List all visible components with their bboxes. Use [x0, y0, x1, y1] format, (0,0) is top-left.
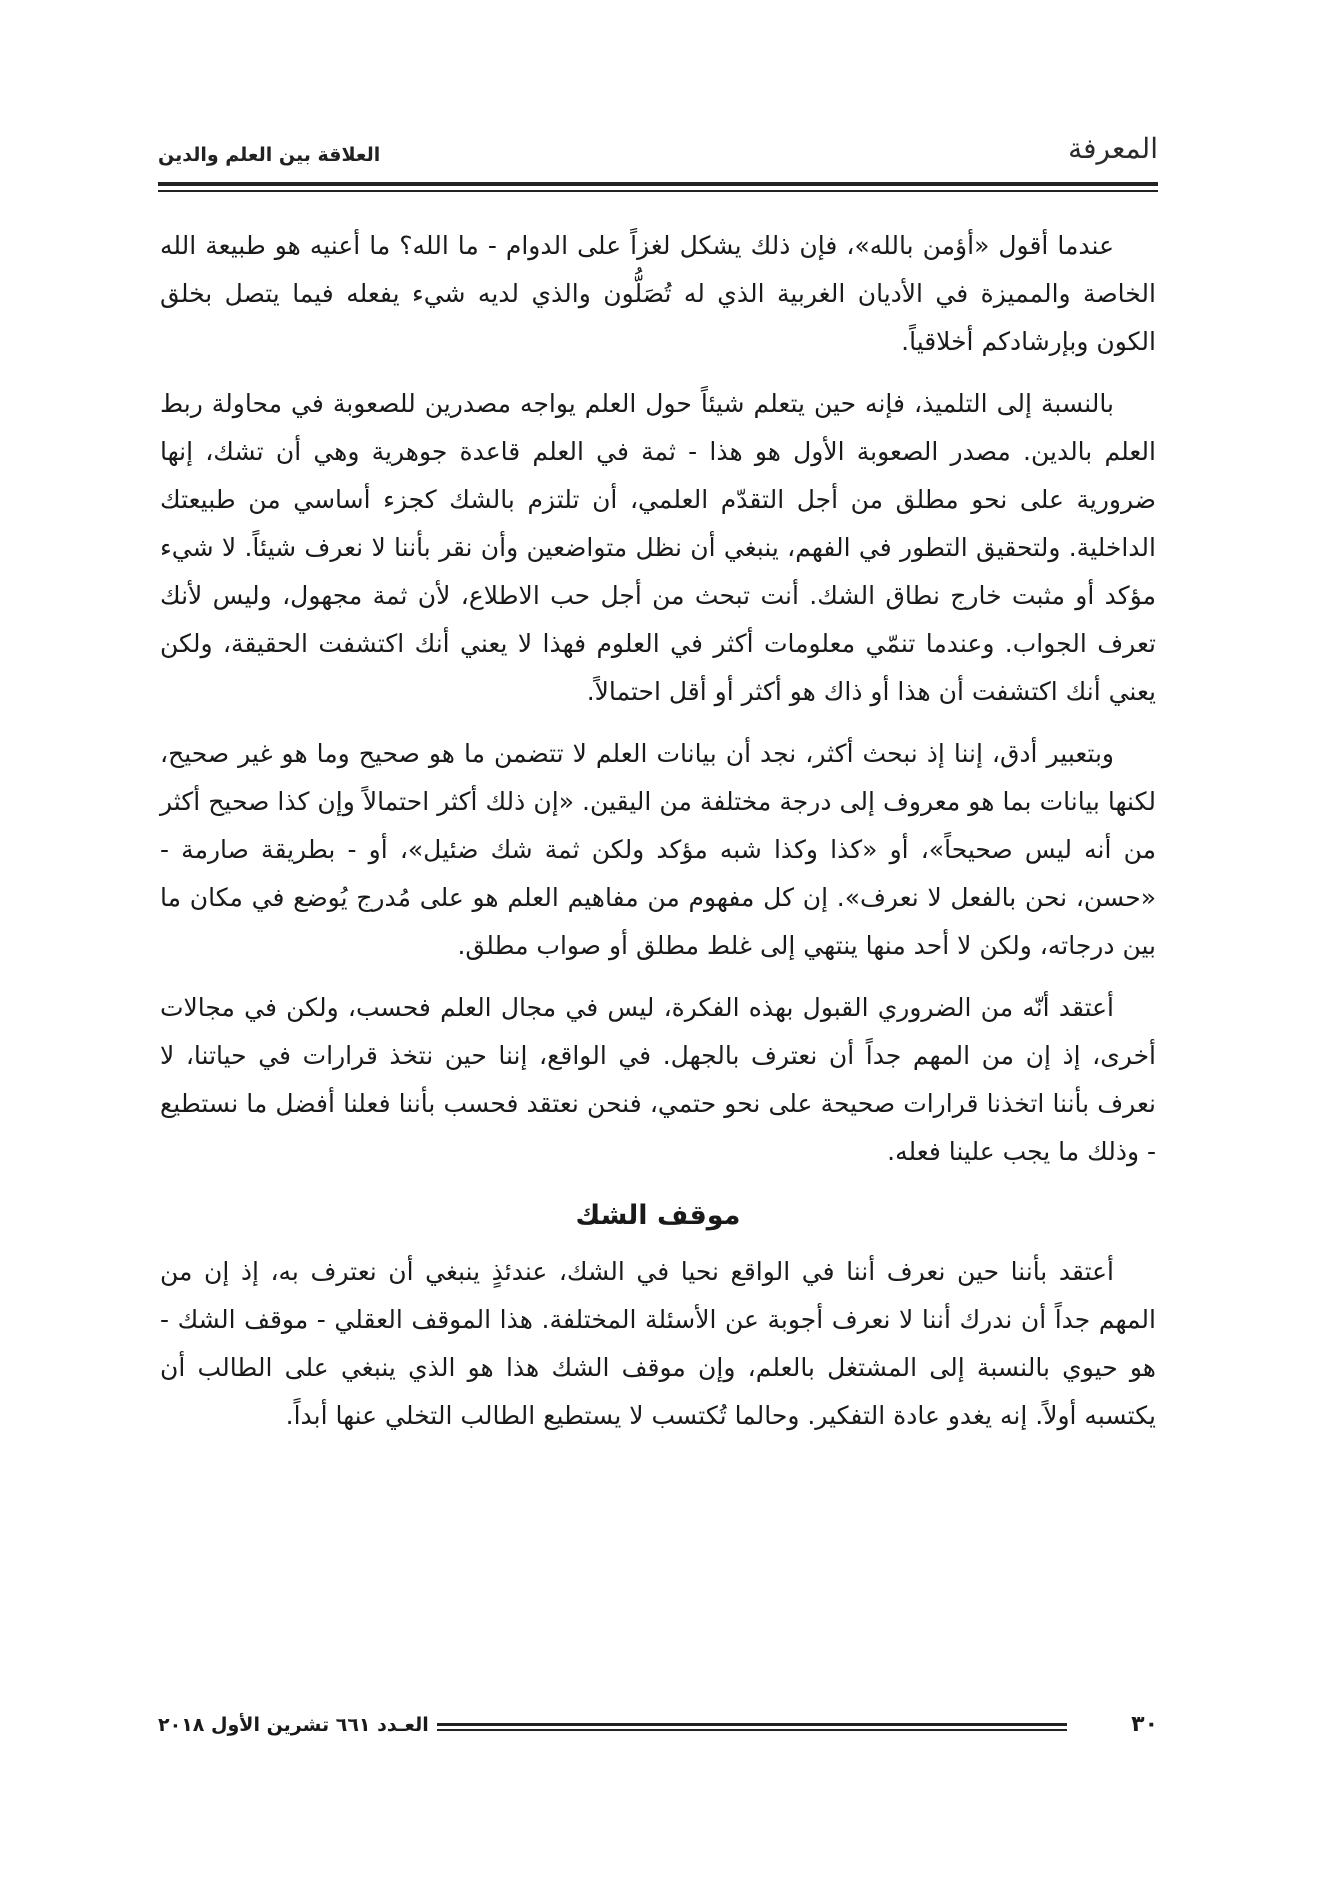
section-heading: موقف الشك — [575, 1200, 741, 1231]
footer-rule-thin — [437, 1729, 1067, 1731]
magazine-logo: المعرفة — [1068, 132, 1158, 165]
paragraph-4: أعتقد أنّه من الضروري القبول بهذه الفكرة، ليس في مجال العلم فحسب، ولكن في مجالات أخرى، إذ إن من المهم جداً أن نعترف بالجهل. في الواقع، إننا حين نتخذ قرارات في حياتنا، لا نعرف بأننا اتخذنا قرارات صحيحة على نحو حتمي، فنحن نعتقد فحسب بأننا فعلنا أفضل ما نستطيع - وذلك ما يجب علينا فعله. — [160, 993, 1156, 1166]
article-body — [160, 222, 1156, 1454]
page-header — [158, 132, 1158, 182]
page-footer — [158, 1712, 1158, 1752]
running-title: العلاقة بين العلم والدين — [158, 144, 381, 166]
header-rule-thin — [158, 190, 1158, 192]
page-number: ٣٠ — [1131, 1712, 1158, 1737]
footer-rule-thick — [437, 1723, 1067, 1726]
header-rule-thick — [158, 182, 1158, 186]
issue-info: العـدد ٦٦١ تشرين الأول ٢٠١٨ — [158, 1714, 429, 1736]
paragraph-1: عندما أقول «أؤمن بالله»، فإن ذلك يشكل لغزاً على الدوام - ما الله؟ ما أعنيه هو طبيعة الله الخاصة والمميزة في الأديان الغربية الذي له تُصَلُّون والذي لديه شيء يفعله فيما يتصل بخلق الكون وبإرشادكم أخلاقياً. — [160, 231, 1156, 356]
paragraph-3: وبتعبير أدق، إننا إذ نبحث أكثر، نجد أن بيانات العلم لا تتضمن ما هو صحيح وما هو غير صحيح، لكنها بيانات بما هو معروف إلى درجة مختلفة من اليقين. «إن ذلك أكثر احتمالاً وإن كذا صحيح أكثر من أنه ليس صحيحاً»، أو «كذا وكذا شبه مؤكد ولكن ثمة شك ضئيل»، أو - بطريقة صارمة - «حسن، نحن بالفعل لا نعرف». إن كل مفهوم من مفاهيم العلم هو على مُدرج يُوضع في مكان ما بين درجاته، ولكن لا أحد منها ينتهي إلى غلط مطلق أو صواب مطلق. — [160, 739, 1156, 960]
section-paragraph: أعتقد بأننا حين نعرف أننا في الواقع نحيا في الشك، عندئذٍ ينبغي أن نعترف به، إذ إن من المهم جداً أن ندرك أننا لا نعرف أجوبة عن الأسئلة المختلفة. هذا الموقف العقلي - موقف الشك - هو حيوي بالنسبة إلى المشتغل بالعلم، وإن موقف الشك هذا هو الذي ينبغي على الطالب أن يكتسبه أولاً. إنه يغدو عادة التفكير. وحالما تُكتسب لا يستطيع الطالب التخلي عنها أبداً. — [160, 1257, 1156, 1430]
paragraph-2: بالنسبة إلى التلميذ، فإنه حين يتعلم شيئاً حول العلم يواجه مصدرين للصعوبة في محاولة ربط العلم بالدين. مصدر الصعوبة الأول هو هذا - ثمة في العلم قاعدة جوهرية وهي أن تشك، إنها ضرورية على نحو مطلق من أجل التقدّم العلمي، أن تلتزم بالشك كجزء أساسي من طبيعتك الداخلية. ولتحقيق التطور في الفهم، ينبغي أن نظل متواضعين وأن نقر بأننا لا نعرف شيئاً. لا شيء مؤكد أو مثبت خارج نطاق الشك. أنت تبحث من أجل حب الاطلاع، لأن ثمة مجهول، وليس لأنك تعرف الجواب. وعندما تنمّي معلومات أكثر في العلوم فهذا لا يعني أنك اكتشفت الحقيقة، ولكن يعني أنك اكتشفت أن هذا أو ذاك هو أكثر أو أقل احتمالاً. — [160, 389, 1156, 706]
